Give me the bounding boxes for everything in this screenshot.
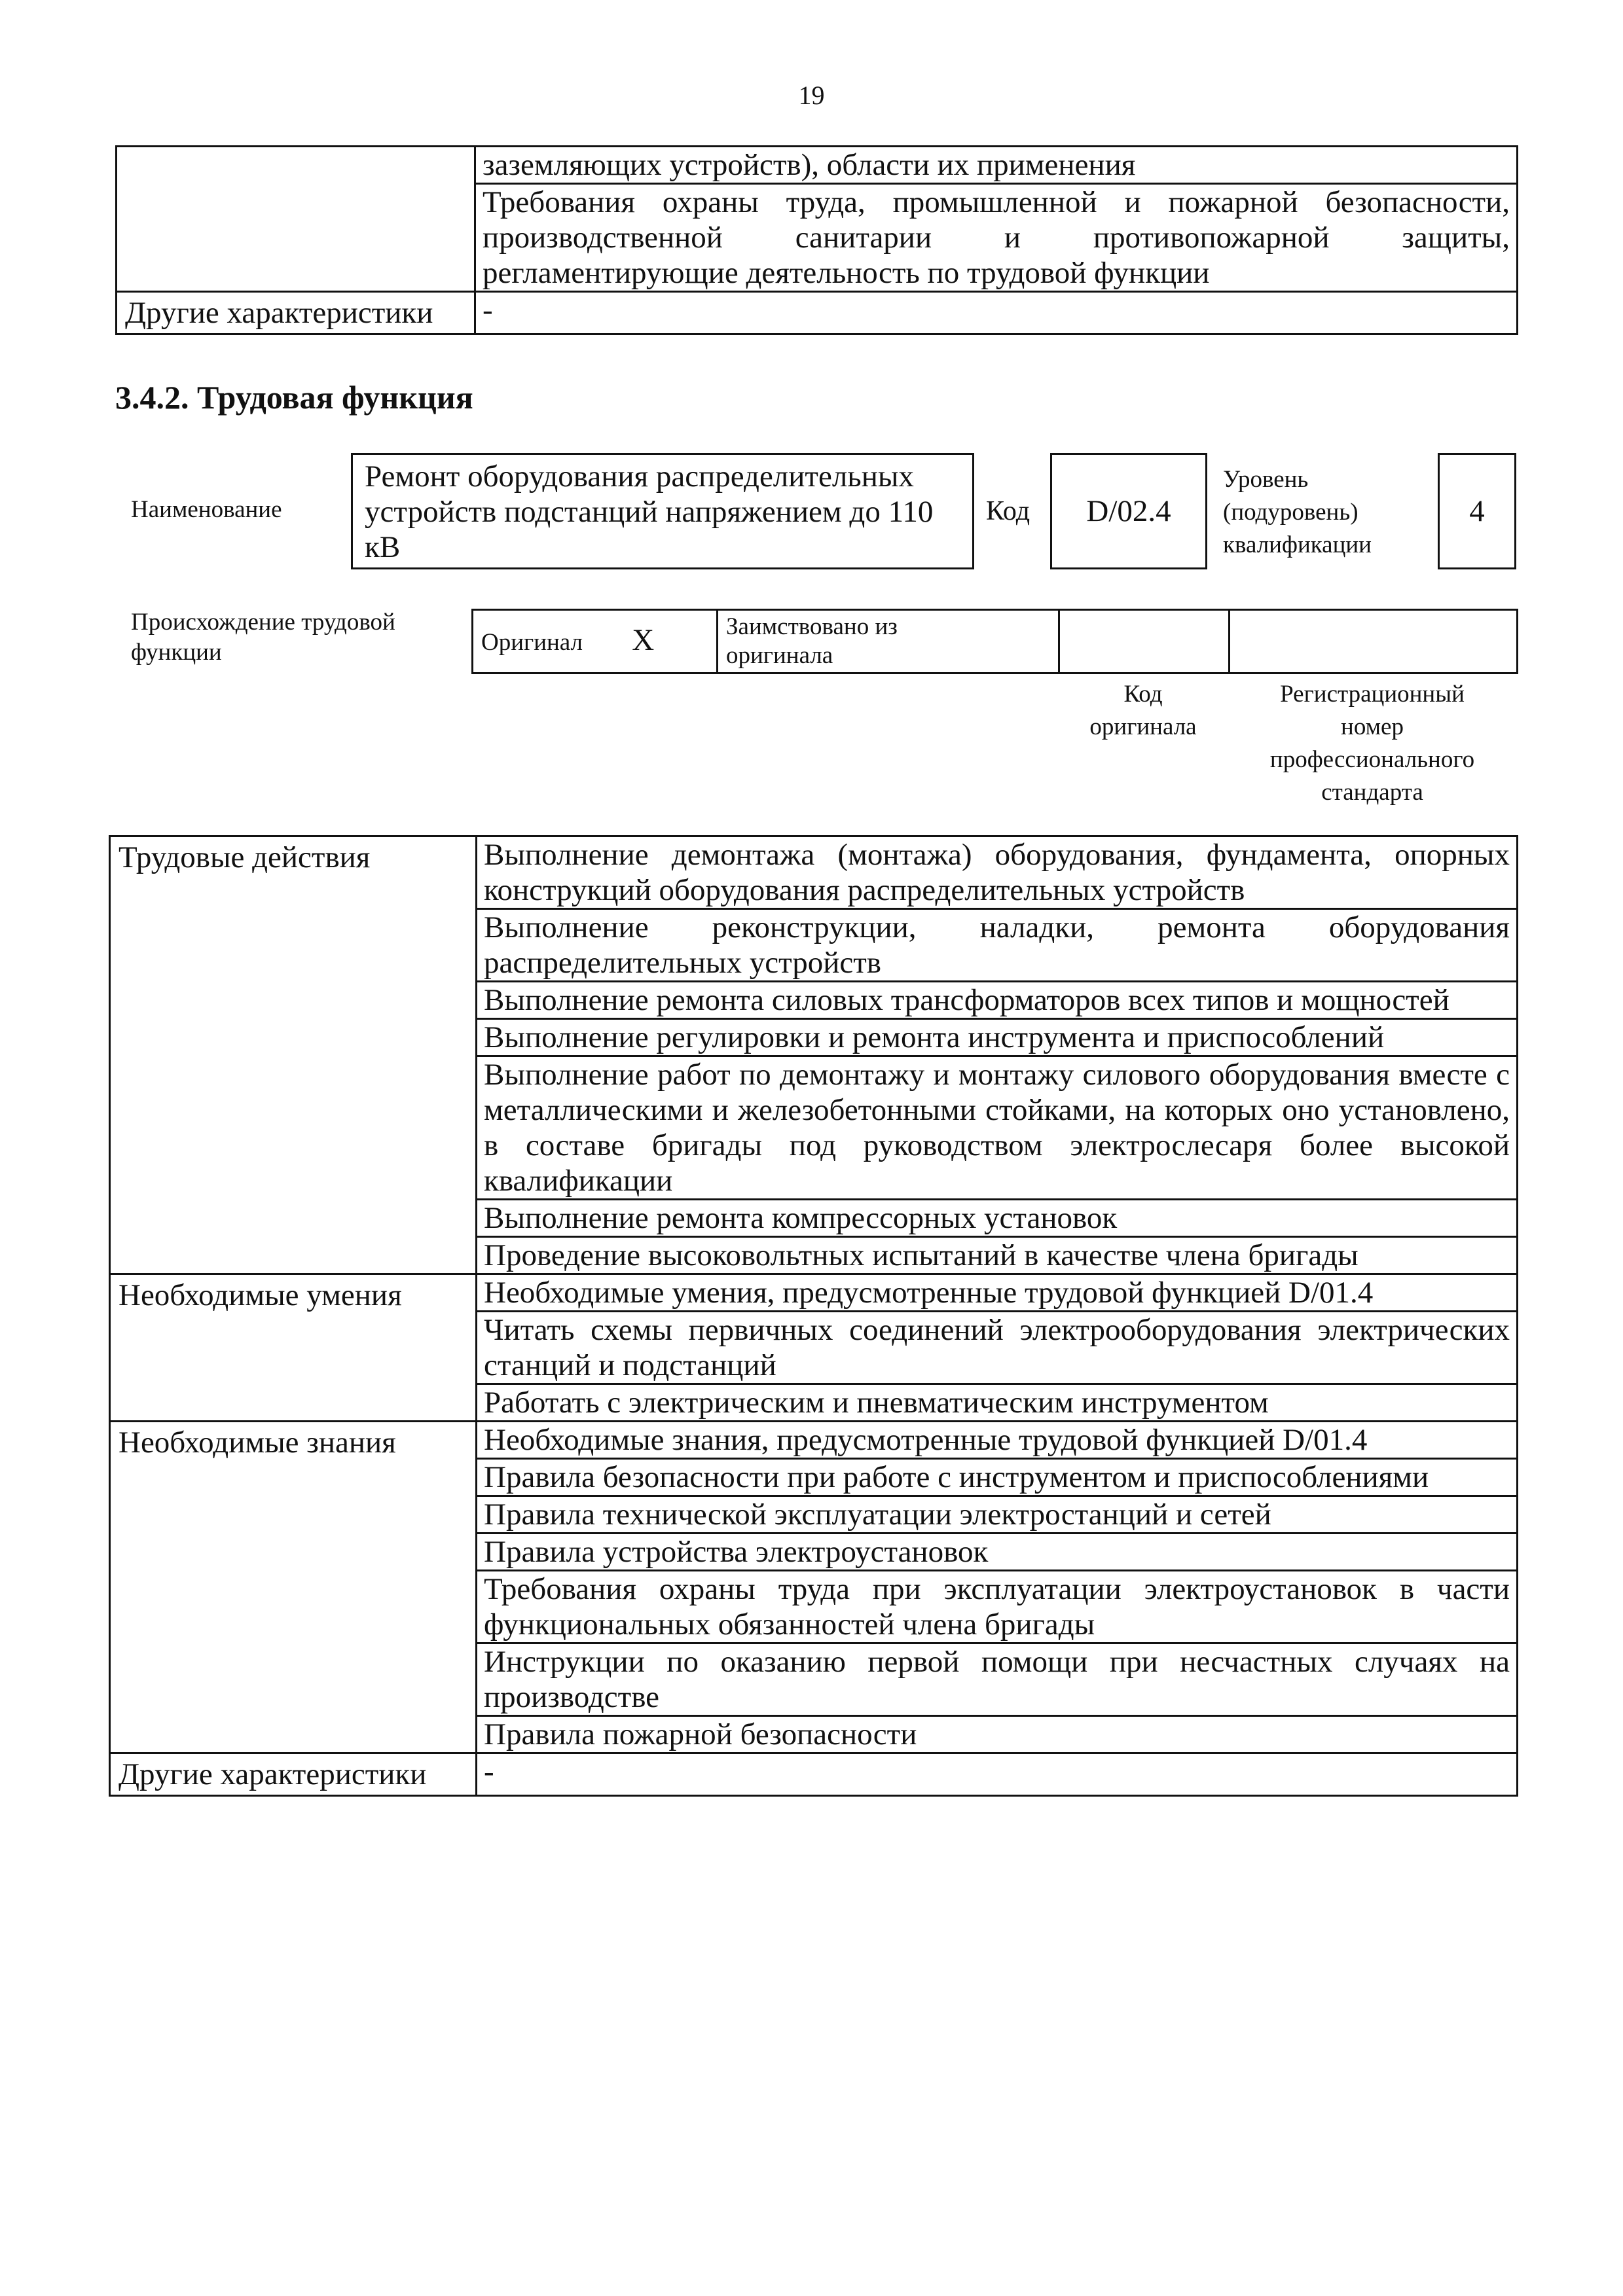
level-label-line: квалификации [1223,531,1372,558]
table-row: Требования охраны труда при эксплуатации электроустановок в части функциональных обязанностей члена бригады [477,1571,1518,1643]
borrowed-label-line: Заимствовано из [726,613,898,640]
empty-label-cell [117,147,475,292]
table-row: Необходимые умения, предусмотренные трудовой функцией D/01.4 [477,1274,1518,1312]
code-label: Код [986,496,1030,526]
origin-label-line: функции [131,639,222,666]
table-row: Выполнение ремонта силовых трансформаторов всех типов и мощностей [477,982,1518,1019]
table-row: Требования охраны труда, промышленной и пожарной безопасности, производственной санитарии и противопожарной защиты, регламентирующие деятельность по трудовой функции [475,184,1518,292]
continued-table [115,145,1518,335]
table-row: Читать схемы первичных соединений электрооборудования электрических станций и подстанций [477,1312,1518,1384]
borrowed-label-line: оригинала [726,642,833,669]
code-original-caption [1058,678,1228,744]
caption-line: Код [1123,681,1163,708]
other-characteristics-label: Другие характеристики [117,292,475,334]
other-characteristics-label: Другие характеристики [110,1753,477,1796]
origin-label-line: Происхождение трудовой [131,609,395,636]
table-row: Выполнение демонтажа (монтажа) оборудования, фундамента, опорных конструкций оборудования распределительных устройств [477,836,1518,909]
page-number: 19 [798,81,825,110]
origin-table [471,609,1518,674]
level-label [1223,463,1372,562]
other-characteristics-value: - [475,292,1518,334]
table-row: Правила безопасности при работе с инструментом и приспособлениями [477,1459,1518,1496]
function-name-box: Ремонт оборудования распределительных устройств подстанций напряжением до 110 кВ [351,453,974,569]
table-row: Выполнение регулировки и ремонта инструмента и приспособлений [477,1019,1518,1056]
registration-number-caption [1228,678,1516,809]
original-cell [473,610,718,673]
original-mark: X [632,623,655,657]
table-row: Правила пожарной безопасности [477,1716,1518,1753]
labor-actions-label: Трудовые действия [110,836,477,1274]
level-label-line: (подуровень) [1223,499,1359,526]
caption-line: номер [1341,713,1404,740]
section-heading: 3.4.2. Трудовая функция [115,379,473,416]
original-label: Оригинал [481,629,583,656]
code-box: D/02.4 [1050,453,1207,569]
skills-label: Необходимые умения [110,1274,477,1422]
table-row: Работать с электрическим и пневматическим инструментом [477,1384,1518,1422]
table-row: заземляющих устройств), области их применения [475,147,1518,184]
level-label-line: Уровень [1223,466,1309,493]
level-box: 4 [1438,453,1516,569]
name-label: Наименование [131,496,282,523]
table-row: Проведение высоковольтных испытаний в качестве члена бригады [477,1237,1518,1274]
table-row: Выполнение ремонта компрессорных установок [477,1200,1518,1237]
table-row: Правила технической эксплуатации электростанций и сетей [477,1496,1518,1534]
table-row: Выполнение работ по демонтажу и монтажу силового оборудования вместе с металлическими и железобетонными стойками, на которых оно установлено, в составе бригады под руководством электрослесаря более высокой квалификации [477,1056,1518,1200]
table-row: Правила устройства электроустановок [477,1534,1518,1571]
table-row: Инструкции по оказанию первой помощи при несчастных случаях на производстве [477,1643,1518,1716]
caption-line: профессионального [1269,746,1475,773]
table-row: Необходимые знания, предусмотренные трудовой функцией D/01.4 [477,1422,1518,1459]
borrowed-cell [718,610,1059,673]
table-row: Выполнение реконструкции, наладки, ремонта оборудования распределительных устройств [477,909,1518,982]
code-original-cell [1059,610,1230,673]
origin-label [131,607,395,668]
caption-line: оригинала [1089,713,1197,740]
caption-line: стандарта [1321,779,1423,806]
caption-line: Регистрационный [1280,681,1465,708]
other-characteristics-value: - [477,1753,1518,1796]
labor-function-table [109,835,1518,1797]
registration-number-cell [1230,610,1518,673]
knowledge-label: Необходимые знания [110,1422,477,1753]
